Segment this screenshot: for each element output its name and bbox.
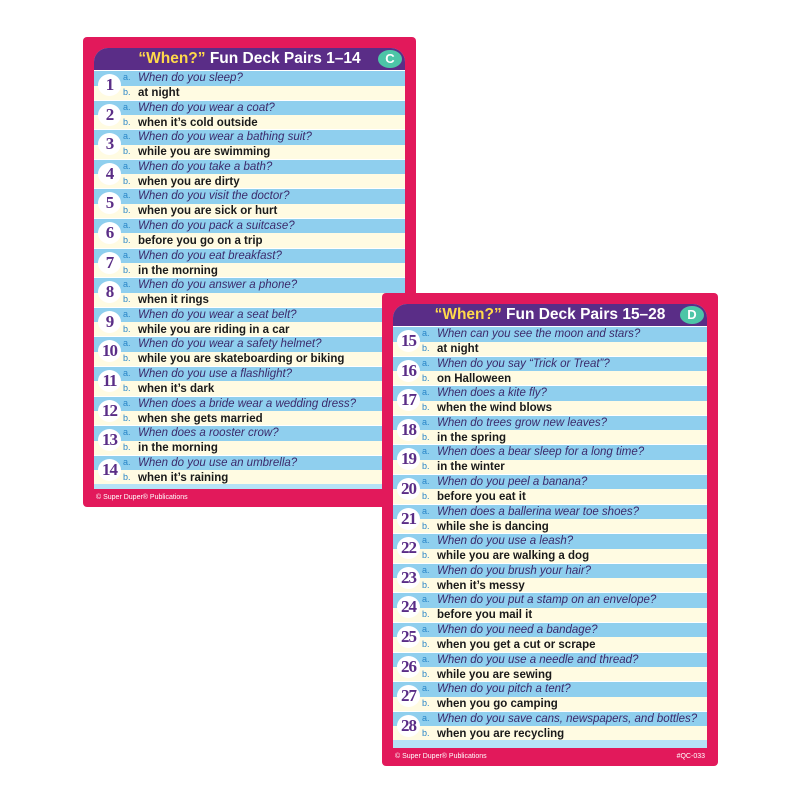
pair-number: 22	[397, 537, 420, 559]
label-b: b.	[422, 490, 430, 501]
question-text: When do you use a leash?	[437, 535, 574, 548]
card-row	[94, 248, 405, 278]
answer-text: when you go camping	[437, 698, 558, 711]
label-b: b.	[422, 727, 430, 738]
pair-number: 24	[397, 596, 420, 618]
answer-text: in the morning	[138, 442, 218, 455]
card-row	[393, 474, 707, 504]
pair-number: 7	[98, 252, 121, 274]
pair-number: 10	[98, 340, 121, 362]
pair-number: 18	[397, 419, 420, 441]
card-row	[94, 425, 405, 455]
card-row	[94, 455, 405, 485]
answer-text: when it’s messy	[437, 579, 525, 592]
question-text: When can you see the moon and stars?	[437, 328, 641, 340]
label-a: a.	[123, 72, 131, 82]
answer-text: when you are sick or hurt	[138, 205, 278, 218]
card-row	[393, 592, 707, 622]
card-row	[94, 188, 405, 218]
card-row	[94, 159, 405, 189]
card-d-title-when: “When?”	[434, 306, 502, 323]
label-a: a.	[123, 131, 131, 142]
answer-text: when it’s cold outside	[138, 116, 258, 129]
label-a: a.	[422, 505, 430, 516]
label-b: b.	[123, 205, 131, 216]
question-text: When do you peel a banana?	[437, 475, 588, 488]
label-b: b.	[422, 461, 430, 472]
question-text: When do you pack a suitcase?	[138, 219, 295, 232]
pair-number: 6	[98, 222, 121, 244]
label-a: a.	[422, 446, 430, 457]
pair-number: 5	[98, 192, 121, 214]
card-c	[83, 37, 416, 507]
card-row	[393, 681, 707, 711]
card-d-publisher: © Super Duper® Publications	[395, 753, 487, 760]
answer-text: in the winter	[437, 461, 505, 474]
card-row	[393, 444, 707, 474]
answer-text: while you are skateboarding or biking	[138, 353, 345, 366]
pair-number: 19	[397, 448, 420, 470]
label-b: b.	[422, 609, 430, 620]
label-a: a.	[123, 397, 131, 408]
answer-text: when you get a cut or scrape	[437, 638, 596, 651]
pair-number: 17	[397, 389, 420, 411]
question-text: When does a kite fly?	[437, 387, 547, 400]
card-row	[393, 563, 707, 593]
label-b: b.	[123, 442, 131, 453]
answer-text: when you are recycling	[437, 727, 565, 740]
card-c-panel	[94, 48, 405, 489]
label-a: a.	[422, 416, 430, 427]
question-text: When do you wear a safety helmet?	[138, 338, 322, 351]
answer-text: before you eat it	[437, 490, 526, 503]
answer-text: at night	[437, 343, 479, 355]
question-text: When do you use an umbrella?	[138, 456, 298, 469]
answer-text: while she is dancing	[437, 520, 549, 533]
pair-number: 25	[397, 626, 420, 648]
label-b: b.	[422, 550, 430, 561]
card-c-badge: C	[378, 50, 402, 68]
pair-number: 2	[98, 104, 121, 126]
label-a: a.	[123, 219, 131, 230]
card-c-title-when: “When?”	[138, 50, 206, 67]
card-d-title	[393, 304, 707, 326]
label-b: b.	[422, 579, 430, 590]
label-a: a.	[422, 475, 430, 486]
question-text: When do you wear a seat belt?	[138, 308, 297, 321]
card-row	[393, 356, 707, 386]
answer-text: while you are sewing	[437, 668, 553, 681]
answer-text: when it’s dark	[138, 382, 215, 395]
pair-number: 1	[98, 74, 121, 96]
label-b: b.	[123, 353, 131, 364]
question-text: When do you visit the doctor?	[138, 190, 290, 203]
question-text: When do you sleep?	[138, 72, 243, 84]
card-row	[94, 307, 405, 337]
label-a: a.	[123, 101, 131, 112]
question-text: When do you answer a phone?	[138, 279, 298, 292]
answer-text: while you are walking a dog	[437, 550, 590, 563]
label-a: a.	[422, 623, 430, 634]
label-a: a.	[422, 328, 430, 338]
card-d-badge: D	[680, 306, 704, 324]
answer-text: when the wind blows	[437, 402, 552, 415]
answer-text: before you mail it	[437, 609, 533, 622]
label-b: b.	[123, 471, 131, 482]
label-a: a.	[123, 190, 131, 201]
question-text: When do you put a stamp on an envelope?	[437, 594, 657, 607]
question-text: When does a bride wear a wedding dress?	[138, 397, 356, 410]
card-row	[94, 336, 405, 366]
card-row	[94, 396, 405, 426]
pair-number: 16	[397, 360, 420, 382]
card-row	[393, 652, 707, 682]
label-a: a.	[123, 427, 131, 438]
card-d-footer	[393, 751, 707, 763]
answer-text: when it rings	[138, 294, 209, 307]
card-row	[94, 129, 405, 159]
label-b: b.	[123, 87, 131, 97]
label-b: b.	[422, 698, 430, 709]
question-text: When do trees grow new leaves?	[437, 416, 608, 429]
question-text: When do you need a bandage?	[437, 623, 598, 636]
answer-text: while you are swimming	[138, 146, 271, 159]
card-row	[393, 622, 707, 652]
label-b: b.	[422, 372, 430, 383]
answer-text: when she gets married	[138, 412, 263, 425]
answer-text: in the morning	[138, 264, 218, 277]
card-c-rows	[94, 70, 405, 484]
question-text: When do you wear a coat?	[138, 101, 275, 114]
label-b: b.	[123, 264, 131, 275]
pair-number: 28	[397, 715, 420, 737]
label-a: a.	[422, 683, 430, 694]
card-row	[393, 385, 707, 415]
label-a: a.	[123, 456, 131, 467]
label-a: a.	[422, 564, 430, 575]
label-a: a.	[123, 308, 131, 319]
question-text: When do you use a flashlight?	[138, 367, 293, 380]
card-row	[94, 218, 405, 248]
card-row	[393, 711, 707, 741]
answer-text: when you are dirty	[138, 175, 240, 188]
label-a: a.	[123, 160, 131, 171]
pair-number: 11	[98, 370, 121, 392]
pair-number: 9	[98, 311, 121, 333]
card-c-footer	[94, 492, 405, 504]
question-text: When do you wear a bathing suit?	[138, 131, 312, 144]
pair-number: 13	[98, 429, 121, 451]
pair-number: 27	[397, 685, 420, 707]
card-c-title-text: Fun Deck Pairs 1–14	[205, 50, 361, 67]
label-a: a.	[422, 653, 430, 664]
card-row	[94, 366, 405, 396]
label-b: b.	[422, 638, 430, 649]
label-b: b.	[123, 146, 131, 157]
label-b: b.	[123, 323, 131, 334]
question-text: When do you use a needle and thread?	[437, 653, 639, 666]
label-b: b.	[123, 382, 131, 393]
pair-number: 21	[397, 508, 420, 530]
pair-number: 12	[98, 400, 121, 422]
pair-number: 3	[98, 133, 121, 155]
label-b: b.	[422, 431, 430, 442]
question-text: When do you pitch a tent?	[437, 683, 571, 696]
label-b: b.	[123, 234, 131, 245]
label-a: a.	[422, 535, 430, 546]
question-text: When does a rooster crow?	[138, 427, 279, 440]
label-a: a.	[422, 387, 430, 398]
card-row	[393, 504, 707, 534]
label-a: a.	[422, 712, 430, 723]
question-text: When do you save cans, newspapers, and bottles?	[437, 712, 698, 725]
pair-number: 26	[397, 656, 420, 678]
question-text: When does a ballerina wear toe shoes?	[437, 505, 640, 518]
answer-text: in the spring	[437, 431, 506, 444]
card-row	[393, 533, 707, 563]
label-b: b.	[123, 116, 131, 127]
label-a: a.	[422, 594, 430, 605]
label-b: b.	[123, 175, 131, 186]
card-d-panel	[393, 304, 707, 748]
question-text: When do you eat breakfast?	[138, 249, 282, 262]
label-b: b.	[123, 412, 131, 423]
question-text: When do you brush your hair?	[437, 564, 592, 577]
label-a: a.	[422, 357, 430, 368]
pair-number: 8	[98, 281, 121, 303]
card-d	[382, 293, 718, 766]
card-row	[94, 277, 405, 307]
question-text: When do you say “Trick or Treat”?	[437, 357, 610, 370]
card-d-rows	[393, 326, 707, 740]
answer-text: at night	[138, 87, 180, 99]
pair-number: 20	[397, 478, 420, 500]
label-a: a.	[123, 279, 131, 290]
question-text: When do you take a bath?	[138, 160, 273, 173]
label-a: a.	[123, 367, 131, 378]
question-text: When does a bear sleep for a long time?	[437, 446, 645, 459]
card-c-publisher: © Super Duper® Publications	[96, 494, 188, 501]
label-b: b.	[422, 668, 430, 679]
label-a: a.	[123, 249, 131, 260]
card-c-title	[94, 48, 405, 70]
label-b: b.	[422, 343, 430, 353]
card-row	[393, 415, 707, 445]
answer-text: while you are riding in a car	[138, 323, 290, 336]
answer-text: before you go on a trip	[138, 234, 263, 247]
card-d-code: #QC-033	[676, 753, 705, 760]
label-a: a.	[123, 338, 131, 349]
pair-number: 23	[397, 567, 420, 589]
answer-text: when it’s raining	[138, 471, 229, 484]
card-row	[94, 70, 405, 100]
card-row	[393, 326, 707, 356]
label-b: b.	[422, 520, 430, 531]
answer-text: on Halloween	[437, 372, 512, 385]
pair-number: 4	[98, 163, 121, 185]
pair-number: 15	[397, 330, 420, 352]
label-b: b.	[422, 402, 430, 413]
card-row	[94, 100, 405, 130]
label-b: b.	[123, 294, 131, 305]
pair-number: 14	[98, 459, 121, 481]
card-d-title-text: Fun Deck Pairs 15–28	[501, 306, 666, 323]
